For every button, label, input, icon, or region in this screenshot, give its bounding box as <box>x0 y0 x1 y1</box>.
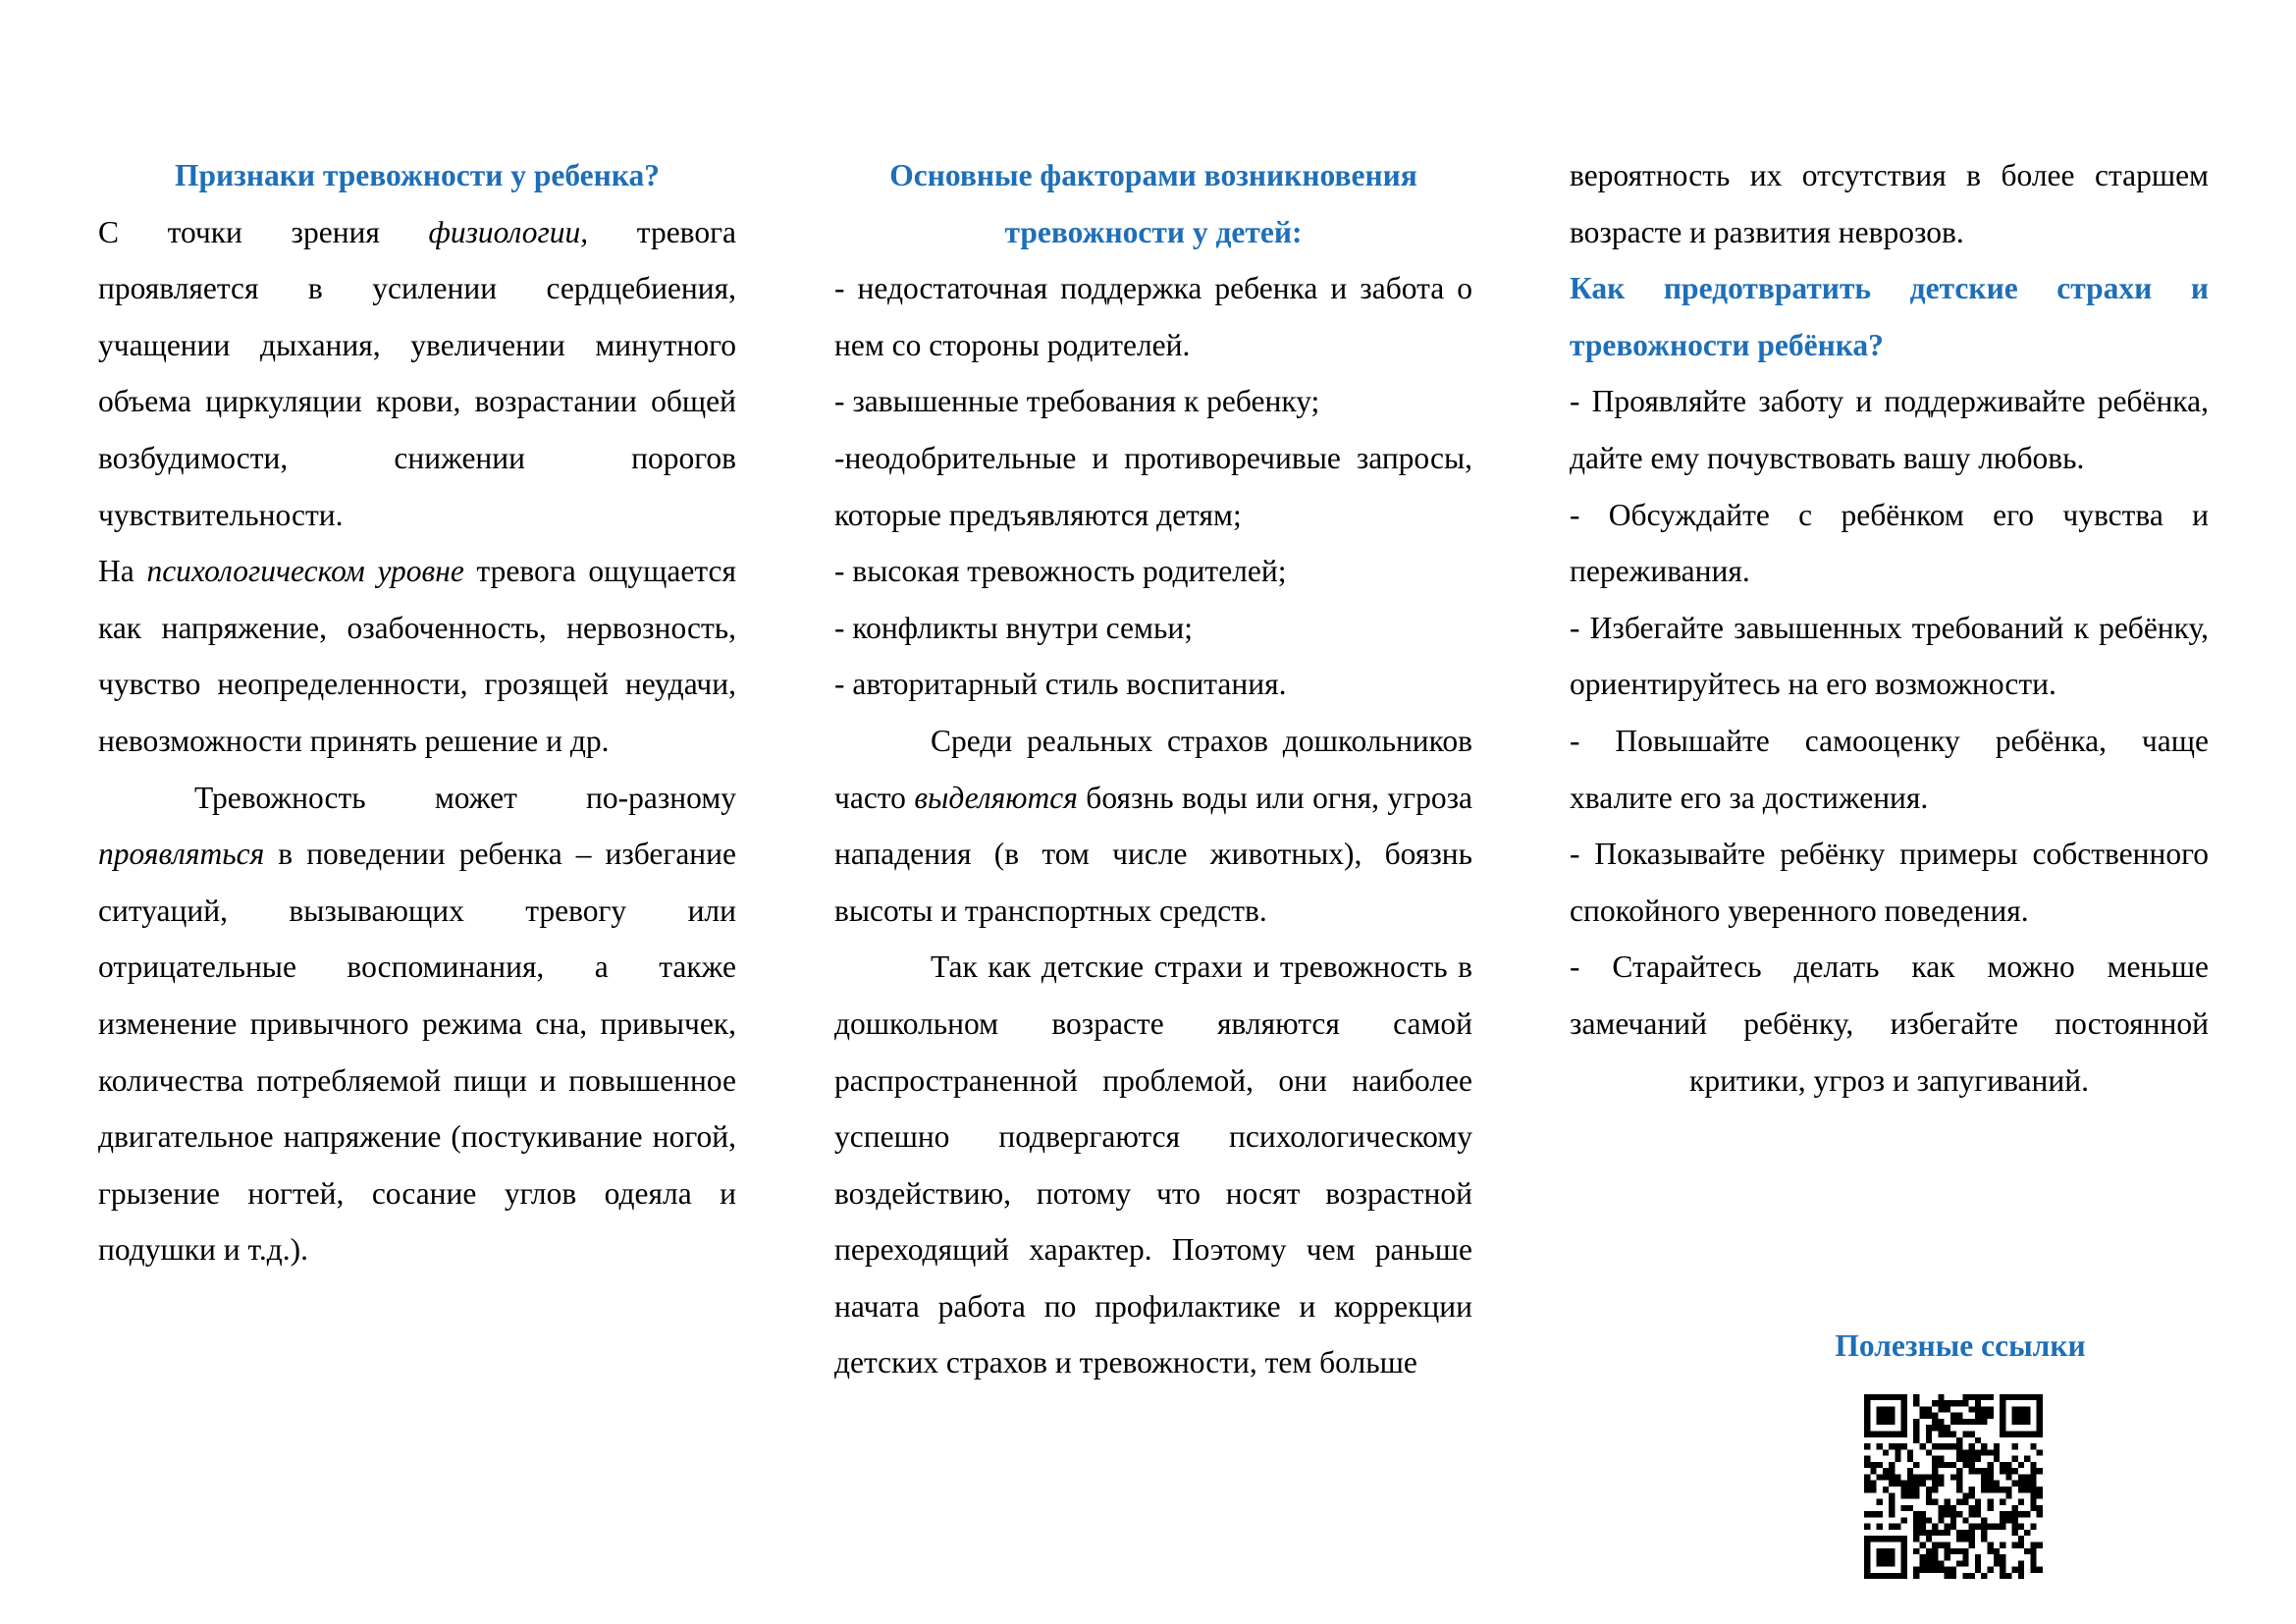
column-factors <box>834 147 1472 1391</box>
tip-item: - Избегайте завышенных требований к ребёнку, ориентируйтесь на его возможности. <box>1570 610 2209 702</box>
factor-item: - недостаточная поддержка ребенка и забота о нем со стороны родителей. <box>834 271 1472 362</box>
physiology-italic: физиологии, <box>428 214 589 249</box>
physiology-text-a: С точки зрения <box>98 214 429 249</box>
useful-links-heading: Полезные ссылки <box>1835 1328 2086 1363</box>
behavior-text-a: Тревожность может по-разному <box>194 780 736 815</box>
tip-item-last-end: критики, угроз и запугиваний. <box>1689 1062 2089 1098</box>
continuation-paragraph: вероятность их отсутствия в более старшем возрасте и развития неврозов. <box>1570 158 2209 249</box>
physiology-paragraph <box>98 204 736 544</box>
real-fears-text-b: боязнь воды или огня, угроза нападения (в том числе животных), боязнь высоты и транспортных средств. <box>834 780 1473 928</box>
last-tip-text-a: - Старайтесь делать как можно меньше замечаний ребёнку, избегайте постоянной <box>1570 949 2209 1041</box>
qr-code-icon[interactable] <box>1864 1393 2043 1580</box>
factor-item: - высокая тревожность родителей; <box>834 554 1287 589</box>
tip-item: - Повышайте самооценку ребёнка, чаще хвалите его за достижения. <box>1570 723 2209 815</box>
psychology-italic: психологическом уровне <box>146 554 464 589</box>
real-fears-italic: выделяются <box>914 780 1078 815</box>
psychology-text-a: На <box>98 554 147 589</box>
factor-item: - завышенные требования к ребенку; <box>834 384 1320 419</box>
column-prevention <box>1570 147 2209 1109</box>
behavior-italic: проявляться <box>98 837 265 872</box>
real-fears-text-a: Среди реальных страхов дошкольников часто <box>834 723 1472 815</box>
tip-item: - Проявляйте заботу и поддерживайте ребёнка, дайте ему почувствовать вашу любовь. <box>1570 384 2209 475</box>
prevention-heading: Как предотвратить детские страхи и тревожности ребёнка? <box>1570 271 2209 362</box>
tip-item: - Показывайте ребёнку примеры собственного спокойного уверенного поведения. <box>1570 837 2209 928</box>
factors-heading: Основные факторами возникновения тревожности у детей: <box>889 158 1417 249</box>
behavior-paragraph <box>98 770 736 1278</box>
signs-heading: Признаки тревожности у ребенка? <box>174 158 660 192</box>
factor-item: -неодобрительные и противоречивые запросы, которые предъявляются детям; <box>834 440 1472 532</box>
physiology-text-b: тревога проявляется в усилении сердцебиения, учащении дыхания, увеличении минутного объема циркуляции крови, возрастании общей возбудимости, снижении порогов чувствительности. <box>98 214 736 532</box>
real-fears-paragraph <box>834 713 1472 939</box>
column-signs <box>98 147 736 1278</box>
psychology-text-b: тревога ощущается как напряжение, озабоченность, нервозность, чувство неопределенности, грозящей неудачи, невозможности принять решение и др. <box>98 554 736 758</box>
factor-item: - конфликты внутри семьи; <box>834 610 1193 645</box>
psychology-paragraph <box>98 543 736 769</box>
correction-paragraph: Так как детские страхи и тревожность в дошкольном возрасте являются самой распространенной проблемой, они наиболее успешно подвергаются психологическому воздействию, потому что носят возрастной переходящий характер. Поэтому чем раньше начата работа по профилактике и коррекции детских страхов и тревожности, тем больше <box>834 949 1472 1380</box>
factor-item: - авторитарный стиль воспитания. <box>834 667 1287 702</box>
tip-item-last <box>1570 939 2209 1052</box>
tip-item: - Обсуждайте с ребёнком его чувства и переживания. <box>1570 497 2209 589</box>
behavior-text-b: в поведении ребенка – избегание ситуаций, вызывающих тревогу или отрицательные воспоминания, а также изменение привычного режима сна, привычек, количества потребляемой пищи и повышенное двигательное напряжение (постукивание ногой, грызение ногтей, сосание углов одеяла и подушки и т.д.). <box>98 837 736 1268</box>
